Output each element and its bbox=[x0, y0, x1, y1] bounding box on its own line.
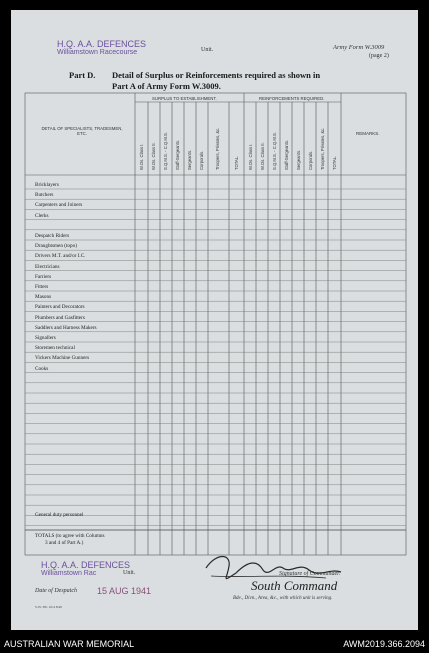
surplus-header: SURPLUS TO ESTABLISHMENT. bbox=[152, 96, 217, 101]
bde-label: Bde., Divn., Area, &c., with which unit is serving. bbox=[233, 596, 333, 601]
trade-row-label: Farriers bbox=[35, 273, 52, 280]
rank-column-label: Troopers, Privates, &c. bbox=[215, 127, 220, 170]
unit-stamp-line2: Williamstown Racecourse bbox=[57, 49, 138, 56]
rank-column-label: Staff-Sergeants. bbox=[175, 139, 180, 170]
credit-left: AUSTRALIAN WAR MEMORIAL bbox=[4, 639, 135, 649]
trade-row-label: Drivers M.T. and/or I.C. bbox=[35, 253, 86, 260]
detail-header: DETAIL OF SPECIALISTS, TRADESMEN, ETC. bbox=[41, 126, 123, 136]
bottom-unit-label: Unit. bbox=[123, 570, 136, 576]
rank-column-label: Corporals. bbox=[308, 150, 313, 170]
unit-stamp-line1: H.Q. A.A. DEFENCES bbox=[57, 39, 147, 49]
general-duty-label: General duty personnel bbox=[35, 512, 84, 518]
bottom-stamp-line2: Williamstown Rac bbox=[41, 570, 97, 577]
despatch-label: Date of Despatch bbox=[35, 588, 77, 594]
trade-row-label: Painters and Decorators bbox=[35, 304, 85, 311]
rank-column-label: S.Q.M.S. - C.Q.M.S. bbox=[163, 132, 168, 170]
bottom-stamp-line1: H.Q. A.A. DEFENCES bbox=[41, 560, 131, 570]
credits-bar bbox=[0, 636, 429, 653]
signature-label: Signature of Commander. bbox=[279, 571, 341, 577]
rank-column-label: Staff-Sergeants. bbox=[284, 139, 289, 170]
trade-row-label: Cooks bbox=[35, 365, 49, 372]
rank-column-label: W.Os. Class II. bbox=[151, 142, 156, 170]
command-handwritten: South Command bbox=[251, 578, 338, 593]
part-label: Part D. bbox=[69, 70, 96, 80]
rank-column-label: Sergeants. bbox=[296, 149, 301, 170]
form-ref: Army Form W.3009 bbox=[333, 44, 385, 51]
title-line1: Detail of Surplus or Reinforcements required as shown in bbox=[112, 70, 321, 80]
unit-label: Unit. bbox=[201, 47, 214, 53]
despatch-date-stamp: 15 AUG 1941 bbox=[97, 586, 152, 596]
rank-column-label: Corporals. bbox=[199, 150, 204, 170]
rank-column-label: TOTAL. bbox=[234, 155, 239, 170]
unit-stamp-bottom bbox=[41, 560, 130, 577]
trade-row-label: Vickers Machine Gunners bbox=[35, 355, 90, 362]
trade-row-label: Despatch Riders bbox=[35, 233, 70, 239]
rank-column-label: TOTAL. bbox=[332, 155, 337, 170]
trade-row-label: Saddlers and Harness Makers bbox=[35, 324, 97, 331]
trade-row-label: Electricians bbox=[35, 263, 60, 270]
trade-row-label: Butchers bbox=[35, 192, 54, 199]
trade-row-label: Carpenters and Joiners bbox=[35, 202, 83, 209]
title-line2: Part A of Army Form W.3009. bbox=[112, 81, 221, 91]
print-code: S.W. 381 10/4 8/40 bbox=[35, 605, 62, 609]
rank-column-label: S.Q.M.S. - C.Q.M.S. bbox=[272, 132, 277, 170]
rank-column-label: W.Os. Class I. bbox=[139, 143, 144, 170]
remarks-header: REMARKS. bbox=[356, 131, 380, 136]
document-page bbox=[11, 10, 418, 630]
totals-label: TOTALS (to agree with Columns bbox=[35, 533, 105, 539]
trade-row-label: Fitters bbox=[35, 284, 49, 290]
trade-row-label: Storemen technical bbox=[35, 345, 75, 352]
rank-column-label: W.Os. Class I. bbox=[248, 143, 253, 170]
reinforcements-header: REINFORCEMENTS REQUIRED. bbox=[259, 96, 325, 101]
credit-right: AWM2019.366.2094 bbox=[343, 639, 425, 649]
trade-row-label: Plumbers and Gasfitters bbox=[35, 314, 85, 321]
rank-column-label: Troopers, Privates, &c. bbox=[320, 127, 325, 170]
page-ref: (page 2) bbox=[369, 53, 389, 59]
trade-row-label: Masons bbox=[35, 294, 52, 301]
totals-label-2: 3 and 4 of Part A.) bbox=[45, 540, 84, 546]
trade-row-label: Signallers bbox=[35, 335, 56, 341]
trade-row-label: Draughtsmen (topo) bbox=[35, 243, 77, 250]
trade-row-label: Clerks bbox=[35, 212, 49, 219]
trade-row-label: Bricklayers bbox=[35, 182, 59, 188]
rank-column-label: W.Os. Class II. bbox=[260, 142, 265, 170]
rank-column-label: Sergeants. bbox=[187, 149, 192, 170]
